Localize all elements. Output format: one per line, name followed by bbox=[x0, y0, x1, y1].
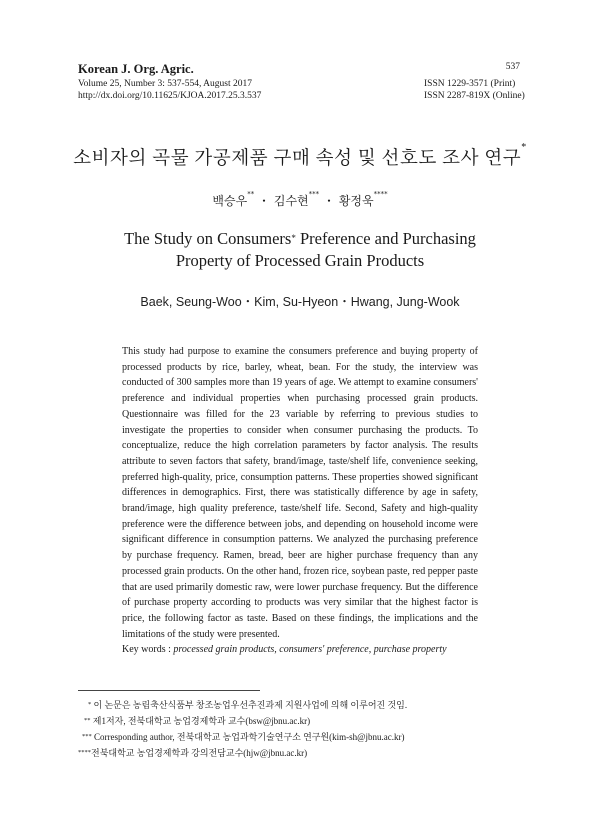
journal-name: Korean J. Org. Agric. bbox=[78, 62, 194, 76]
footnote bbox=[84, 715, 310, 727]
issn-print: ISSN 1229-3571 (Print) bbox=[424, 79, 516, 89]
english-title-mark: * bbox=[291, 233, 296, 243]
english-authors: Baek, Seung-Woo・Kim, Su-Hyeon・Hwang, Jung-Wook bbox=[140, 295, 460, 309]
issn-online: ISSN 2287-819X (Online) bbox=[424, 91, 525, 101]
footnote bbox=[88, 699, 407, 711]
author-mark: ** bbox=[247, 190, 255, 198]
author-separator: ・ bbox=[322, 194, 335, 208]
english-title bbox=[0, 228, 600, 272]
footnote bbox=[78, 747, 307, 759]
korean-title-text: 소비자의 곡물 가공제품 구매 속성 및 선호도 조사 연구 bbox=[73, 149, 522, 169]
page-number: 537 bbox=[505, 62, 520, 72]
korean-title-mark: * bbox=[521, 142, 527, 153]
keywords bbox=[122, 644, 478, 655]
footnote-text: 제1저자, 전북대학교 농업경제학과 교수(bsw@jbnu.ac.kr) bbox=[92, 716, 311, 726]
footnote-mark: *** bbox=[82, 733, 92, 740]
author-name: 김수현 bbox=[273, 194, 309, 208]
english-title-part: The Study on Consumers bbox=[124, 229, 292, 248]
author-mark: **** bbox=[373, 190, 388, 198]
volume-line: Volume 25, Number 3: 537-554, August 2017 bbox=[78, 79, 252, 89]
keywords-label: Key words : bbox=[122, 644, 171, 655]
keywords-terms: processed grain products, consumers' preference, purchase property bbox=[173, 644, 447, 655]
author-mark: *** bbox=[308, 190, 320, 198]
abstract-text: This study had purpose to examine the consumers preference and buying property of processed products by rice, barley, wheat, bean. For the study, the interview was conducted of 300 samples more than 19 years of age. We attempt to examine consumers' preference and individual properties when purchasing processed grain products. Questionnaire was filled for the 23 variable by referring to previous studies to investigate the properties to consider when consumer purchasing the products. To conceptualize, reduce the high correlation parameters by factor analysis. The results attribute to seven factors that safety, brand/image, taste/shelf life, convenience seeking, preferred high-quality, price, consumption patterns. These properties showed significant differences in demographics. First, there was statistically difference by age in safety, brand/image, high quality preference, taste/shelf life. Second, Safety and high-quality preference were the difference between jobs, and depending on household income were significant difference in consumption patterns. We analyzed the purchasing preference by purchase frequency. Ramen, bread, beer are higher purchase frequency than any processed grain products. On the other hand, frozen rice, soybean paste, red pepper paste that are used primarily domestic raw, were lower purchase frequency. But the difference of purchase property according to products was very similar that the highest factor is price, the following factor as taste. Based on these findings, the implications and the limitations of the study were presented. bbox=[122, 346, 478, 640]
footnote-text: 전북대학교 농업경제학과 강의전담교수(hjw@jbnu.ac.kr) bbox=[91, 748, 308, 758]
english-title-part: Preference and Purchasing bbox=[295, 229, 476, 248]
abstract bbox=[122, 344, 478, 642]
footnote-text: 이 논문은 농림축산식품부 창조농업우선추진과제 지원사업에 의해 이루어진 것임. bbox=[93, 700, 408, 710]
author-separator: ・ bbox=[258, 194, 271, 208]
author-name: 백승우 bbox=[212, 194, 248, 208]
english-title-line-1 bbox=[0, 228, 600, 250]
english-title-line-2: Property of Processed Grain Products bbox=[175, 251, 425, 270]
doi-line: http://dx.doi.org/10.11625/KJOA.2017.25.3.537 bbox=[78, 91, 262, 101]
footnote-divider bbox=[78, 690, 260, 691]
footnote-mark: * bbox=[88, 701, 92, 708]
author-name: 황정욱 bbox=[338, 194, 374, 208]
footnote-mark: **** bbox=[78, 749, 91, 756]
footnote-mark: ** bbox=[84, 717, 91, 724]
footnote bbox=[82, 731, 404, 743]
korean-authors bbox=[0, 192, 600, 209]
footnote-text: Corresponding author, 전북대학교 농업과학기술연구소 연구원(kim-sh@jbnu.ac.kr) bbox=[94, 732, 405, 742]
korean-title bbox=[0, 144, 600, 170]
